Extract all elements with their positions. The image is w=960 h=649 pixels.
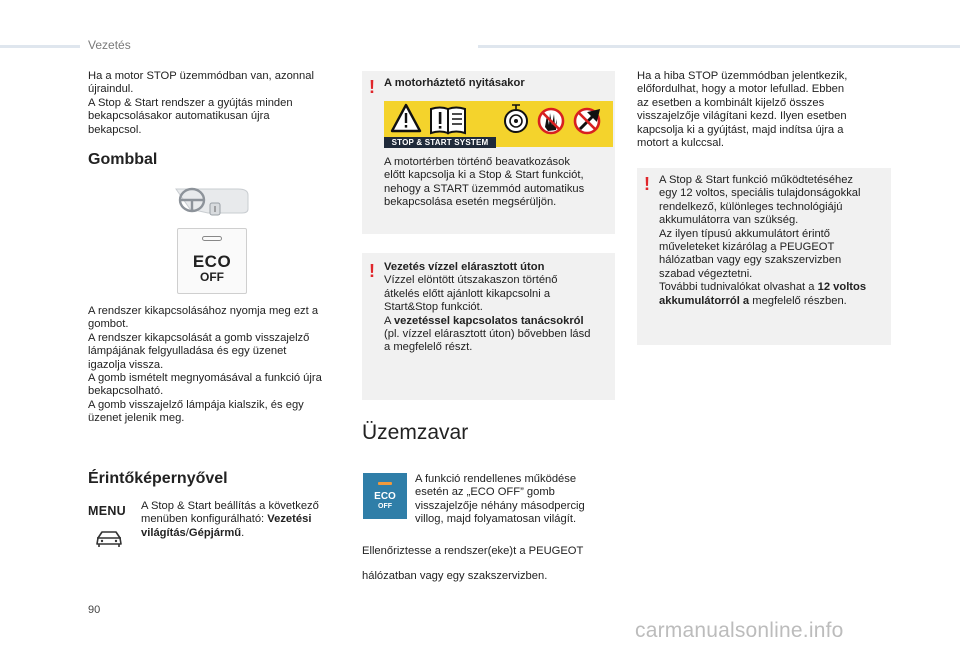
touchscreen-text: A Stop & Start beállítás a következő menüben konfigurálható: Vezetési világítás/Gépjármű. bbox=[141, 500, 319, 539]
gombbal-heading: Gombbal bbox=[88, 151, 158, 168]
warning-box-bonnet: ! A motorháztető nyitásakor bbox=[362, 71, 615, 234]
warning-icon: ! bbox=[369, 77, 375, 97]
dashboard-illustration bbox=[168, 183, 252, 221]
header-rule bbox=[478, 45, 960, 48]
touchscreen-heading: Érintőképernyővel bbox=[88, 470, 228, 487]
malfunction-heading: Üzemzavar bbox=[362, 421, 469, 444]
watermark: carmanualsonline.info bbox=[635, 619, 844, 642]
intro-text: Ha a motor STOP üzemmódban van, azonnal újraindul. A Stop & Start rendszer a gyújtás minden bekapcsolásakor automatikusan újra bekapcsol. bbox=[88, 70, 314, 136]
eco-off-indicator-icon: ECO OFF bbox=[363, 473, 407, 519]
car-icon bbox=[94, 529, 124, 549]
malfunction-text: A funkció rendellenes működése esetén az „ECO OFF” gomb visszajelzője néhány másodpercig villog, majd folyamatosan világít. bbox=[415, 473, 585, 526]
stop-start-label: STOP & START SYSTEM bbox=[384, 137, 496, 148]
bonnet-warning-text: A motortérben történő beavatkozások előtt kapcsolja ki a Stop & Start funkciót, nehogy a START üzemmód automatikus bekapcsolása esetén megsérüljön. bbox=[384, 156, 585, 209]
check-text-1: Ellenőriztesse a rendszer(eke)t a PEUGEOT bbox=[362, 545, 584, 557]
section-label: Vezetés bbox=[88, 38, 131, 52]
header-rule-left bbox=[0, 45, 80, 48]
stop-fault-text: Ha a hiba STOP üzemmódban jelentkezik, előfordulhat, hogy a motor lefullad. Ebben az esetben a kombinált kijelző összes visszajelzője világítani kezd. Ilyen esetben kapcsolja ki a gyújtást, majd indítsa újra a motort a kulccsal. bbox=[637, 70, 848, 150]
eco-off-button[interactable]: ECO OFF bbox=[177, 228, 247, 294]
indicator-lamp-icon bbox=[202, 236, 222, 241]
page-number: 90 bbox=[88, 604, 101, 616]
sticker-pictograms bbox=[384, 101, 613, 137]
warning-box-battery: ! A Stop & Start funkció működtetéséhez egy 12 voltos, speciális tulajdonságokkal rendelkező, különleges technológiájú akkumulátorra van szükség. Az ilyen típusú akkumulátort érintő műveleteket kizárólag a PEUGEOT hálózatban vagy egy szakszervizben szabad végeztetni. További tudnivalókat olvashat a 12 voltos akkumulátorról a megfelelő részben. bbox=[637, 168, 891, 345]
check-text-2: hálózatban vagy egy szakszervizben. bbox=[362, 570, 548, 582]
warning-box-flooded-road: ! Vezetés vízzel elárasztott úton Vízzel elöntött útszakaszon történő átkelés előtt ajánlott kikapcsolni a Start&Stop funkciót. A vezetéssel kapcsolatos tanácsokról (pl. vízzel elárasztott úton) bővebben lásd a megfelelő részt. bbox=[362, 253, 615, 400]
gombbal-text: A rendszer kikapcsolásához nyomja meg ezt a gombot. A rendszer kikapcsolását a gomb visszajelző lámpájának felgyulladása és egy üzenet igazolja vissza. A gomb ismételt megnyomásával a funkció újra bekapcsolható. A gomb visszajelző lámpája kialszik, és egy üzenet jelenik meg. bbox=[88, 305, 322, 425]
warning-icon: ! bbox=[369, 261, 375, 281]
warning-icon: ! bbox=[644, 174, 650, 194]
menu-label: MENU bbox=[88, 504, 127, 518]
